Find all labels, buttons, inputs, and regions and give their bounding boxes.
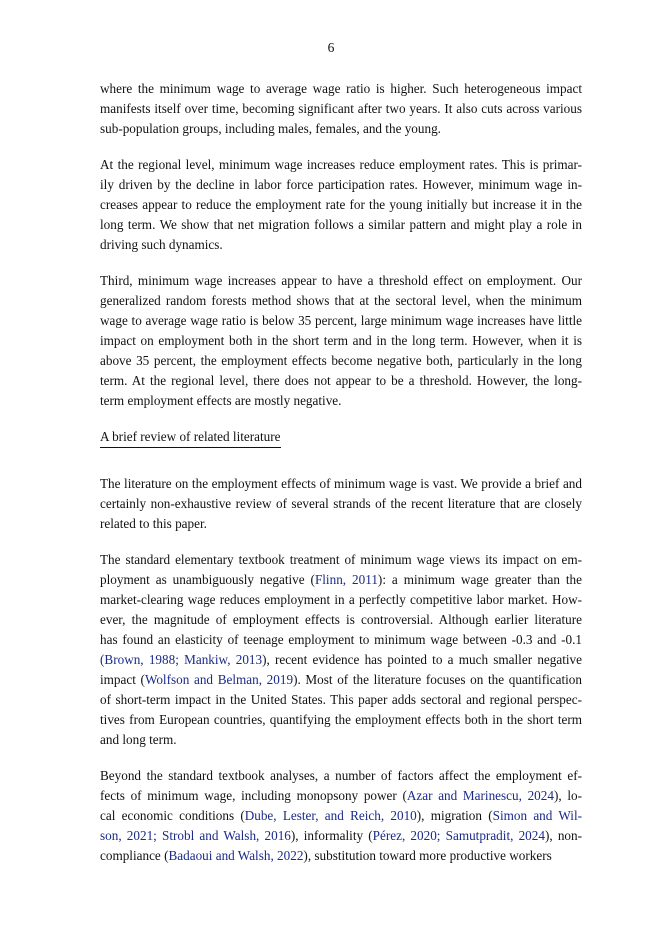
citation-link[interactable]: Dube, Lester, and Reich, 2010	[244, 808, 417, 823]
citation-link[interactable]: Badaoui and Walsh, 2022	[168, 848, 304, 863]
text-line: above 35 percent, the employment effects become negative both, particularly in the long	[100, 353, 582, 368]
text-segment: impact (	[100, 672, 145, 687]
text-line	[100, 826, 582, 846]
citation-link[interactable]: Brown, 1988	[104, 652, 176, 667]
text-line: manifests itself over time, becoming significant after two years. It also cuts across various	[100, 101, 582, 116]
text-line: where the minimum wage to average wage ratio is higher. Such heterogeneous impact	[100, 81, 582, 96]
text-segment: ), substitution toward more productive workers	[303, 848, 552, 863]
text-line: and long term.	[100, 732, 177, 747]
text-line	[100, 670, 582, 690]
citation-link[interactable]: Simon and Wil-	[492, 808, 582, 823]
page-body	[100, 79, 582, 882]
text-line: related to this paper.	[100, 516, 207, 531]
citation-link[interactable]: Samutpradit, 2024	[445, 828, 545, 843]
text-segment: ). Most of the literature focuses on the quantification	[293, 672, 582, 687]
text-line: has found an elasticity of teenage employment to minimum wage between -0.3 and -0.1	[100, 632, 582, 647]
text-line: term. At the regional level, there does not appear to be a threshold. However, the long-	[100, 373, 582, 388]
text-segment: compliance (	[100, 848, 169, 863]
citation-paren: (	[100, 652, 105, 667]
text-line: Third, minimum wage increases appear to have a threshold effect on employment. Our	[100, 273, 582, 288]
text-segment: ), non-	[544, 828, 582, 843]
text-segment: ), recent evidence has pointed to a much smaller negative	[262, 652, 582, 667]
section-heading: A brief review of related literature	[100, 428, 281, 448]
text-segment: ): a minimum wage greater than the	[377, 572, 582, 587]
citation-link[interactable]: Mankiw, 2013	[184, 652, 263, 667]
page-number: 6	[327, 40, 335, 55]
citation-link[interactable]: Pérez, 2020	[372, 828, 437, 843]
text-line: ever, the magnitude of employment effects is controversial. Although earlier literature	[100, 612, 582, 627]
text-segment: ), lo-	[553, 788, 583, 803]
text-line: sub-population groups, including males, females, and the young.	[100, 121, 441, 136]
citation-separator: ;	[436, 828, 446, 843]
paragraph-threshold-effect	[100, 271, 582, 411]
text-segment: ), informality (	[290, 828, 373, 843]
text-line	[100, 786, 582, 806]
paragraph-beyond-textbook	[100, 766, 582, 866]
citation-separator: ;	[175, 652, 185, 667]
paragraph-regional-level	[100, 155, 582, 255]
text-segment: ), migration (	[416, 808, 493, 823]
text-segment: fects of minimum wage, including monopsony power (	[100, 788, 407, 803]
text-line: certainly non-exhaustive review of several strands of the recent literature that are closely	[100, 496, 582, 511]
text-line: generalized random forests method shows that at the sectoral level, when the minimum	[100, 293, 582, 308]
text-line: driving such dynamics.	[100, 237, 223, 252]
text-line: The literature on the employment effects of minimum wage is vast. We provide a brief and	[100, 476, 582, 491]
text-line: The standard elementary textbook treatment of minimum wage views its impact on em-	[100, 552, 582, 567]
paragraph-literature-intro	[100, 474, 582, 534]
citation-link[interactable]: Wolfson and Belman, 2019	[144, 672, 294, 687]
text-line: impact on employment both in the short term and in the long term. However, when it is	[100, 333, 582, 348]
text-line	[100, 650, 582, 670]
text-line	[100, 846, 582, 866]
text-line: of short-term impact in the United States. This paper adds sectoral and regional perspec-	[100, 692, 582, 707]
section-heading-wrap	[100, 427, 582, 464]
text-line: ily driven by the decline in labor force participation rates. However, minimum wage in-	[100, 177, 582, 192]
text-line: tives from European countries, quantifying the employment effects both in the short term	[100, 712, 582, 727]
citation-link[interactable]: son, 2021	[100, 828, 154, 843]
text-line	[100, 570, 582, 590]
citation-separator: ;	[153, 828, 163, 843]
text-line: term employment effects are mostly negative.	[100, 393, 342, 408]
text-line: Beyond the standard textbook analyses, a number of factors affect the employment ef-	[100, 768, 582, 783]
paragraph-heterogeneous-impact	[100, 79, 582, 139]
text-line: wage to average wage ratio is below 35 percent, large minimum wage increases have little	[100, 313, 582, 328]
paragraph-textbook-treatment	[100, 550, 582, 750]
text-line: creases appear to reduce the employment rate for the young initially but increase it in the	[100, 197, 582, 212]
citation-link[interactable]: Strobl and Walsh, 2016	[162, 828, 291, 843]
text-line: At the regional level, minimum wage increases reduce employment rates. This is primar-	[100, 157, 582, 172]
text-segment: ployment as unambiguously negative (	[100, 572, 315, 587]
citation-link[interactable]: Azar and Marinescu, 2024	[406, 788, 554, 803]
text-line: market-clearing wage reduces employment in a perfectly competitive labor market. How-	[100, 592, 582, 607]
citation-link[interactable]: Flinn, 2011	[314, 572, 378, 587]
text-line: long term. We show that net migration follows a similar pattern and might play a role in	[100, 217, 582, 232]
text-line	[100, 806, 582, 826]
text-segment: cal economic conditions (	[100, 808, 245, 823]
